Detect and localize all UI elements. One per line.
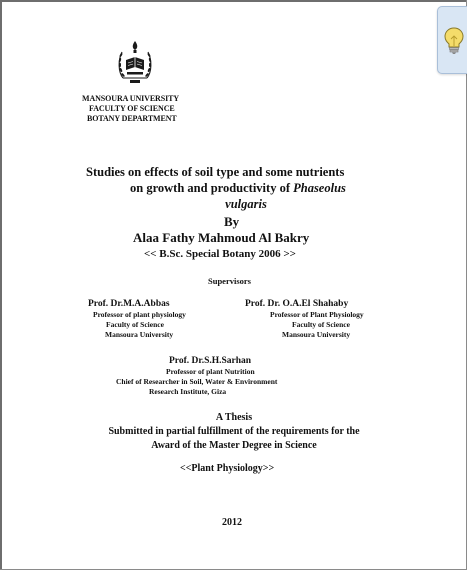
hint-panel-button[interactable] xyxy=(437,6,467,74)
supervisor-2-faculty: Faculty of Science xyxy=(292,320,350,329)
supervisor-1 xyxy=(88,298,186,340)
supervisor-1-faculty: Faculty of Science xyxy=(106,320,164,329)
title-line-2-text: on growth and productivity of xyxy=(130,181,294,195)
supervisor-2-institution: Mansoura University xyxy=(282,330,351,339)
thesis-line-2: Award of the Master Degree in Science xyxy=(151,440,317,451)
thesis-title xyxy=(86,164,386,212)
supervisor-1-institution: Mansoura University xyxy=(105,330,174,339)
faculty-name: FACULTY OF SCIENCE xyxy=(89,104,175,113)
title-species-genus: Phaseolus xyxy=(293,181,346,195)
supervisor-3 xyxy=(116,355,277,397)
university-header xyxy=(82,94,179,124)
title-line-2 xyxy=(86,180,386,196)
supervisor-3-name: Prof. Dr.S.H.Sarhan xyxy=(169,356,252,366)
author-name: Alaa Fathy Mahmoud Al Bakry xyxy=(133,230,310,245)
by-label: By xyxy=(224,214,240,229)
department-name: BOTANY DEPARTMENT xyxy=(87,114,177,123)
specialization-label: <<Plant Physiology>> xyxy=(180,463,275,474)
supervisor-2-name: Prof. Dr. O.A.El Shahaby xyxy=(245,299,349,309)
thesis-line-1: Submitted in partial fulfillment of the requirements for the xyxy=(108,426,360,437)
thesis-heading: A Thesis xyxy=(215,412,253,423)
supervisors-heading: Supervisors xyxy=(208,276,251,286)
title-line-3: vulgaris xyxy=(225,197,267,211)
supervisor-1-title: Professor of plant physiology xyxy=(93,310,186,319)
author-degree: << B.Sc. Special Botany 2006 >> xyxy=(144,248,296,260)
thesis-statement xyxy=(88,411,380,453)
supervisor-3-title: Professor of plant Nutrition xyxy=(166,367,255,376)
supervisor-1-name: Prof. Dr.M.A.Abbas xyxy=(88,299,170,309)
supervisor-3-role: Chief of Researcher in Soil, Water & Environment xyxy=(116,377,278,386)
supervisor-2 xyxy=(245,298,364,340)
supervisor-2-title: Professor of Plant Physiology xyxy=(270,310,364,319)
supervisor-3-institution: Research Institute, Giza xyxy=(149,387,227,396)
thesis-year: 2012 xyxy=(222,517,242,528)
university-crest-logo xyxy=(116,38,154,86)
university-name: MANSOURA UNIVERSITY xyxy=(82,94,180,103)
title-line-1: Studies on effects of soil type and some nutrients xyxy=(86,165,345,179)
